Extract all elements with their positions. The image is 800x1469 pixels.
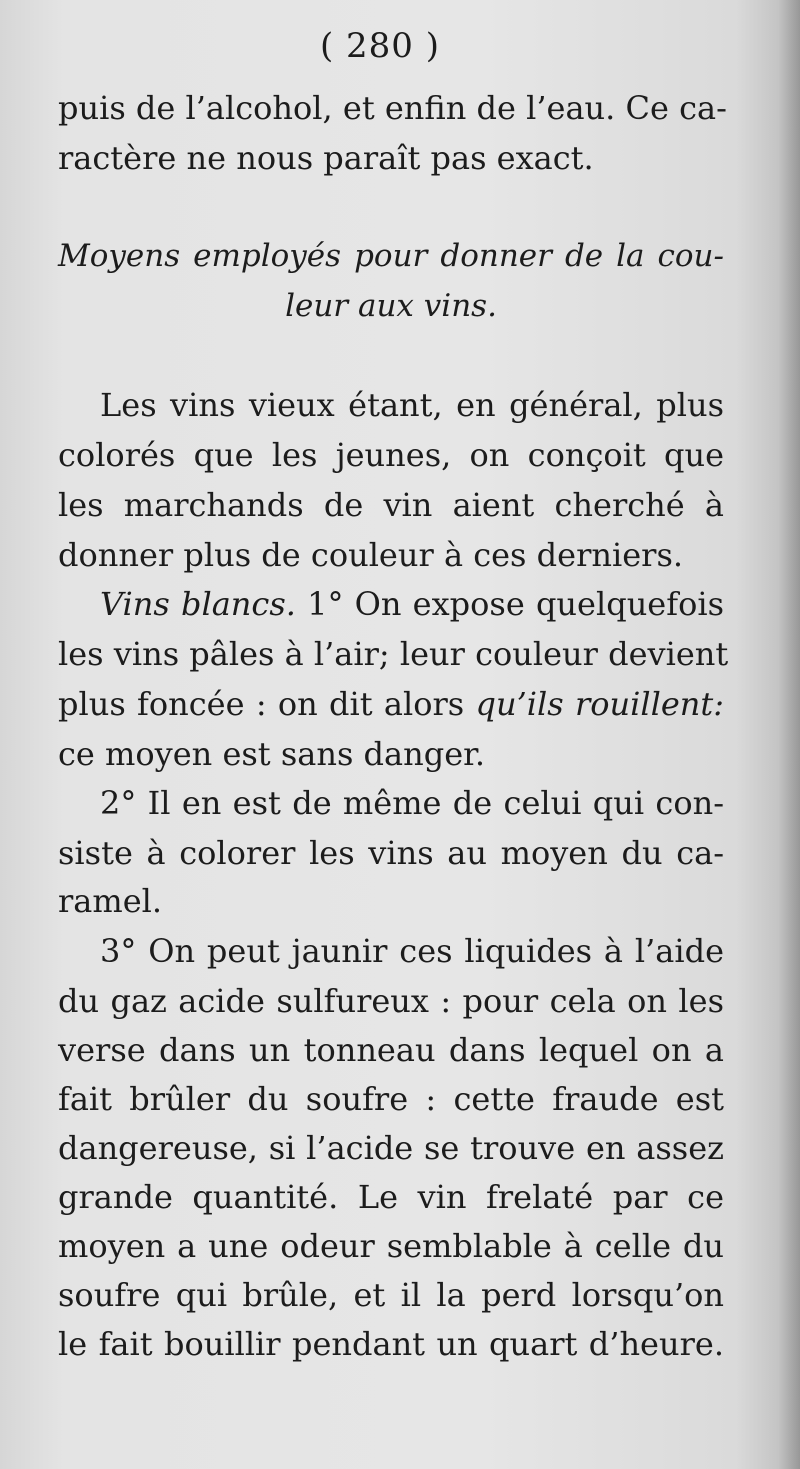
page-number: ( 280 )	[319, 26, 441, 66]
paragraph-line	[58, 684, 724, 724]
paragraph-line: 2° Il en est de même de celui qui con-	[100, 784, 724, 822]
italic-lead: Vins blancs.	[100, 585, 296, 623]
paragraph-line: Les vins vieux étant, en général, plus	[100, 386, 724, 424]
paragraph-line: grande quantité. Le vin frelaté par ce	[58, 1178, 724, 1216]
italic-phrase: qu’ils rouillent:	[475, 685, 725, 723]
paragraph-line: donner plus de couleur à ces derniers.	[58, 536, 684, 574]
paragraph-line: fait brûler du soufre : cette fraude est	[58, 1080, 724, 1118]
paragraph-line: le fait bouillir pendant un quart d’heure.	[58, 1325, 724, 1363]
paragraph-line: siste à colorer les vins au moyen du ca-	[58, 834, 724, 872]
text-run: 1° On expose quelquefois	[295, 585, 725, 623]
paragraph-line: du gaz acide sulfureux : pour cela on les	[58, 982, 724, 1020]
text-line: ractère ne nous paraît pas exact.	[58, 139, 594, 177]
paragraph-line: les marchands de vin aient cherché à	[58, 486, 724, 524]
section-heading-line: leur aux vins.	[285, 288, 497, 324]
paragraph-line: ramel.	[58, 882, 163, 920]
paragraph-line: 3° On peut jaunir ces liquides à l’aide	[100, 932, 724, 970]
paragraph-line: verse dans un tonneau dans lequel on a	[58, 1031, 724, 1069]
paragraph-line: les vins pâles à l’air; leur couleur devient	[58, 635, 729, 673]
paragraph-line	[100, 584, 724, 624]
text-line: puis de l’alcohol, et enfin de l’eau. Ce ca-	[58, 89, 727, 127]
section-heading-line: Moyens employés pour donner de la cou-	[58, 238, 724, 274]
page-edge-shadow	[778, 0, 800, 1469]
paragraph-line: soufre qui brûle, et il la perd lorsqu’on	[58, 1276, 724, 1314]
paragraph-line: ce moyen est sans danger.	[58, 735, 486, 773]
text-run: plus foncée : on dit alors	[58, 685, 476, 723]
paragraph-line: dangereuse, si l’acide se trouve en assez	[58, 1129, 724, 1167]
paragraph-line: moyen a une odeur semblable à celle du	[58, 1227, 724, 1265]
paragraph-line: colorés que les jeunes, on conçoit que	[58, 436, 724, 474]
